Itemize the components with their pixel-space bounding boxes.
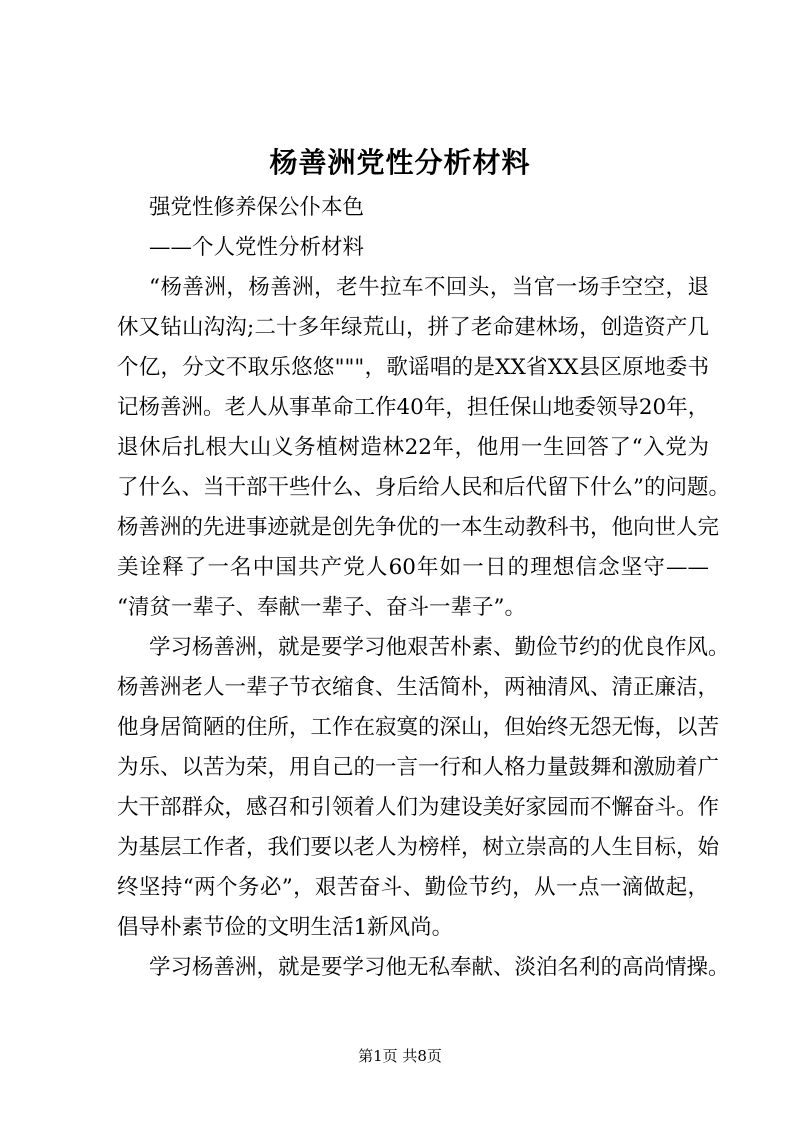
paragraph-2-line-7: 终坚持“两个务必”，艰苦奋斗、勤俭节约，从一点一滴做起， [117, 875, 709, 900]
paragraph-2-line-3: 他身居简陋的住所，工作在寂寞的深山，但始终无怨无悔，以苦 [117, 715, 720, 740]
paragraph-2-line-8: 倡导朴素节俭的文明生活1新风尚。 [117, 915, 454, 940]
paragraph-1-line-6: 了什么、当干部干些什么、身后给人民和后代留下什么”的问题。 [117, 475, 730, 500]
paragraph-2-line-5: 大干部群众，感召和引领着人们为建设美好家园而不懈奋斗。作 [117, 795, 720, 820]
paragraph-3-line-1: 学习杨善洲，就是要学习他无私奉献、淡泊名利的高尚情操。 [149, 955, 730, 980]
paragraph-1-line-9: “清贫一辈子、奉献一辈子、奋斗一辈子”。 [117, 595, 526, 620]
paragraph-2-line-4: 为乐、以苦为荣，用自己的一言一行和人格力量鼓舞和激励着广 [117, 755, 720, 780]
paragraph-1-line-8: 美诠释了一名中国共产党人60年如一日的理想信念坚守—— [117, 555, 709, 580]
paragraph-2-line-1: 学习杨善洲，就是要学习他艰苦朴素、勤俭节约的优良作风。 [149, 635, 730, 660]
paragraph-2-line-6: 为基层工作者，我们要以老人为榜样，树立崇高的人生目标，始 [117, 835, 720, 860]
document-subsubtitle: ——个人党性分析材料 [149, 235, 365, 260]
document-subtitle: 强党性修养保公仆本色 [149, 195, 365, 220]
page-number-footer: 第1页 共8页 [358, 1047, 442, 1065]
paragraph-1-line-3: 个亿，分文不取乐悠悠"""，歌谣唱的是XX省XX县区原地委书 [117, 355, 709, 380]
paragraph-2-line-2: 杨善洲老人一辈子节衣缩食、生活简朴，两袖清风、清正廉洁， [117, 675, 720, 700]
paragraph-1-line-1: “杨善洲，杨善洲，老牛拉车不回头，当官一场手空空，退 [149, 275, 709, 300]
paragraph-1-line-4: 记杨善洲。老人从事革命工作40年，担任保山地委领导20年， [117, 395, 710, 420]
paragraph-1-line-2: 休又钻山沟沟;二十多年绿荒山，拼了老命建林场，创造资产几 [117, 315, 709, 340]
paragraph-1-line-7: 杨善洲的先进事迹就是创先争优的一本生动教科书，他向世人完 [117, 515, 720, 540]
paragraph-1-line-5: 退休后扎根大山义务植树造林22年，他用一生回答了“入党为 [117, 435, 709, 460]
document-title: 杨善洲党性分析材料 [269, 146, 531, 179]
